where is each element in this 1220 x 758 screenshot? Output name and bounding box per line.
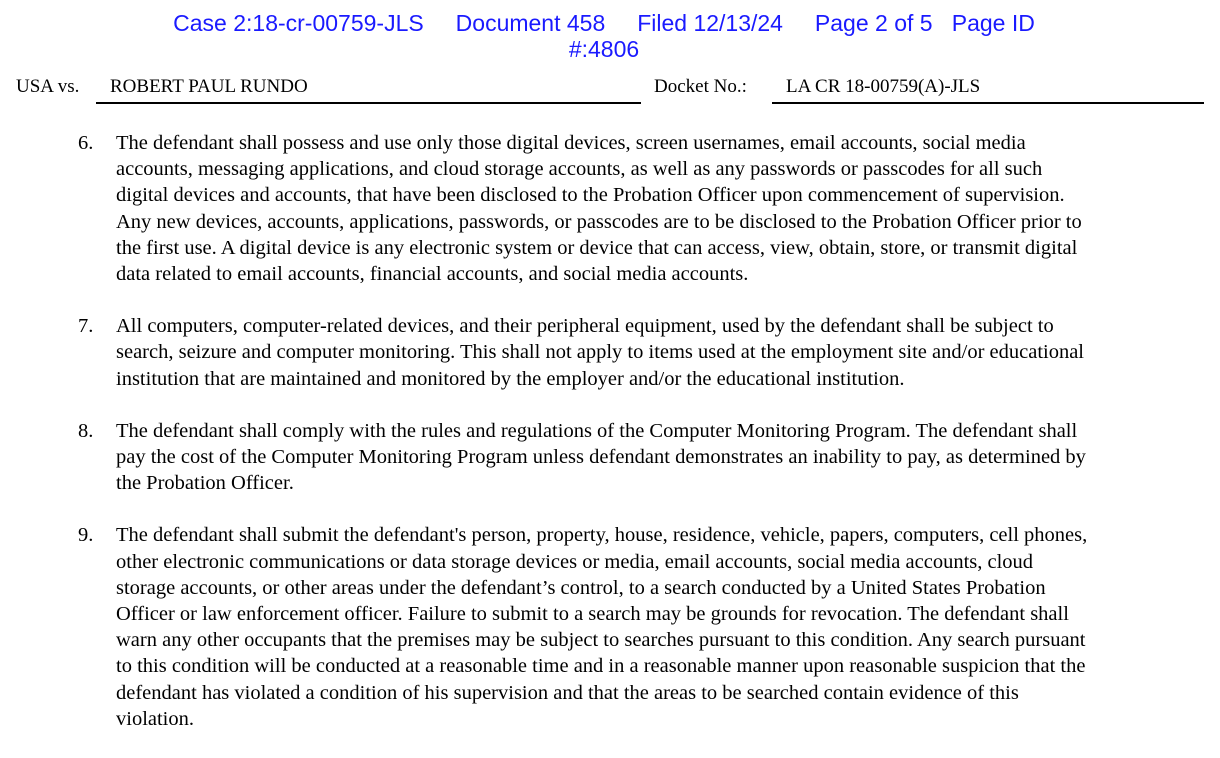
condition-item (0, 418, 1220, 497)
condition-text: The defendant shall submit the defendant's person, property, house, residence, vehicle, papers, computers, cell phones, other electronic communications or data storage devices or media, email accounts, social media accounts, cloud storage accounts, or other areas under the defendant’s control, to a search conducted by a United States Probation Officer or law enforcement officer. Failure to submit to a search may be grounds for revocation. The defendant shall warn any other occupants that the premises may be subject to searches pursuant to this condition. Any search pursuant to this condition will be conducted at a reasonable time and in a reasonable manner upon reasonable suspicion that the defendant has violated a condition of his supervision and that the areas to be searched contain evidence of this violation. (116, 524, 1088, 730)
docket-number-field (772, 76, 1204, 104)
court-filing-stamp (0, 10, 1220, 62)
condition-text: All computers, computer-related devices, and their peripheral equipment, used by the defendant shall be subject to search, seizure and computer monitoring. This shall not apply to items used at the employment site and/or educational institution that are maintained and monitored by the employer and/or the educational institution. (116, 315, 1085, 390)
filing-stamp-line-1: Case 2:18-cr-00759-JLS Document 458 Filed 12/13/24 Page 2 of 5 Page ID (173, 10, 1035, 36)
filing-stamp-line-2: #:4806 (568, 36, 640, 62)
defendant-name-field (96, 76, 641, 104)
condition-item (0, 522, 1220, 732)
condition-item (0, 313, 1220, 392)
condition-number: 7. (78, 315, 94, 338)
condition-number: 6. (78, 132, 94, 154)
case-header (16, 76, 1206, 104)
docket-number: LA CR 18-00759(A)-JLS (786, 76, 981, 97)
defendant-name: ROBERT PAUL RUNDO (110, 76, 308, 97)
condition-number: 8. (78, 419, 94, 442)
condition-text: The defendant shall possess and use only those digital devices, screen usernames, email accounts, social media accounts, messaging applications, and cloud storage accounts, as well as any passwords or passcodes for all such digital devices and accounts, that have been disclosed to the Probation Officer upon commencement of supervision. Any new devices, accounts, applications, passwords, or passcodes are to be disclosed to the Probation Officer prior to the first use. A digital device is any electronic system or device that can access, view, obtain, store, or transmit digital data related to email accounts, financial accounts, and social media accounts. (116, 132, 1082, 286)
supervision-conditions-list (0, 130, 1220, 758)
docket-label: Docket No.: (654, 76, 747, 97)
condition-number: 9. (78, 524, 94, 547)
condition-text: The defendant shall comply with the rules and regulations of the Computer Monitoring Program. The defendant shall pay the cost of the Computer Monitoring Program unless defendant demonstrates an inability to pay, as determined by the Probation Officer. (116, 419, 1086, 495)
condition-item (0, 130, 1220, 287)
usa-vs-label: USA vs. (16, 76, 80, 97)
